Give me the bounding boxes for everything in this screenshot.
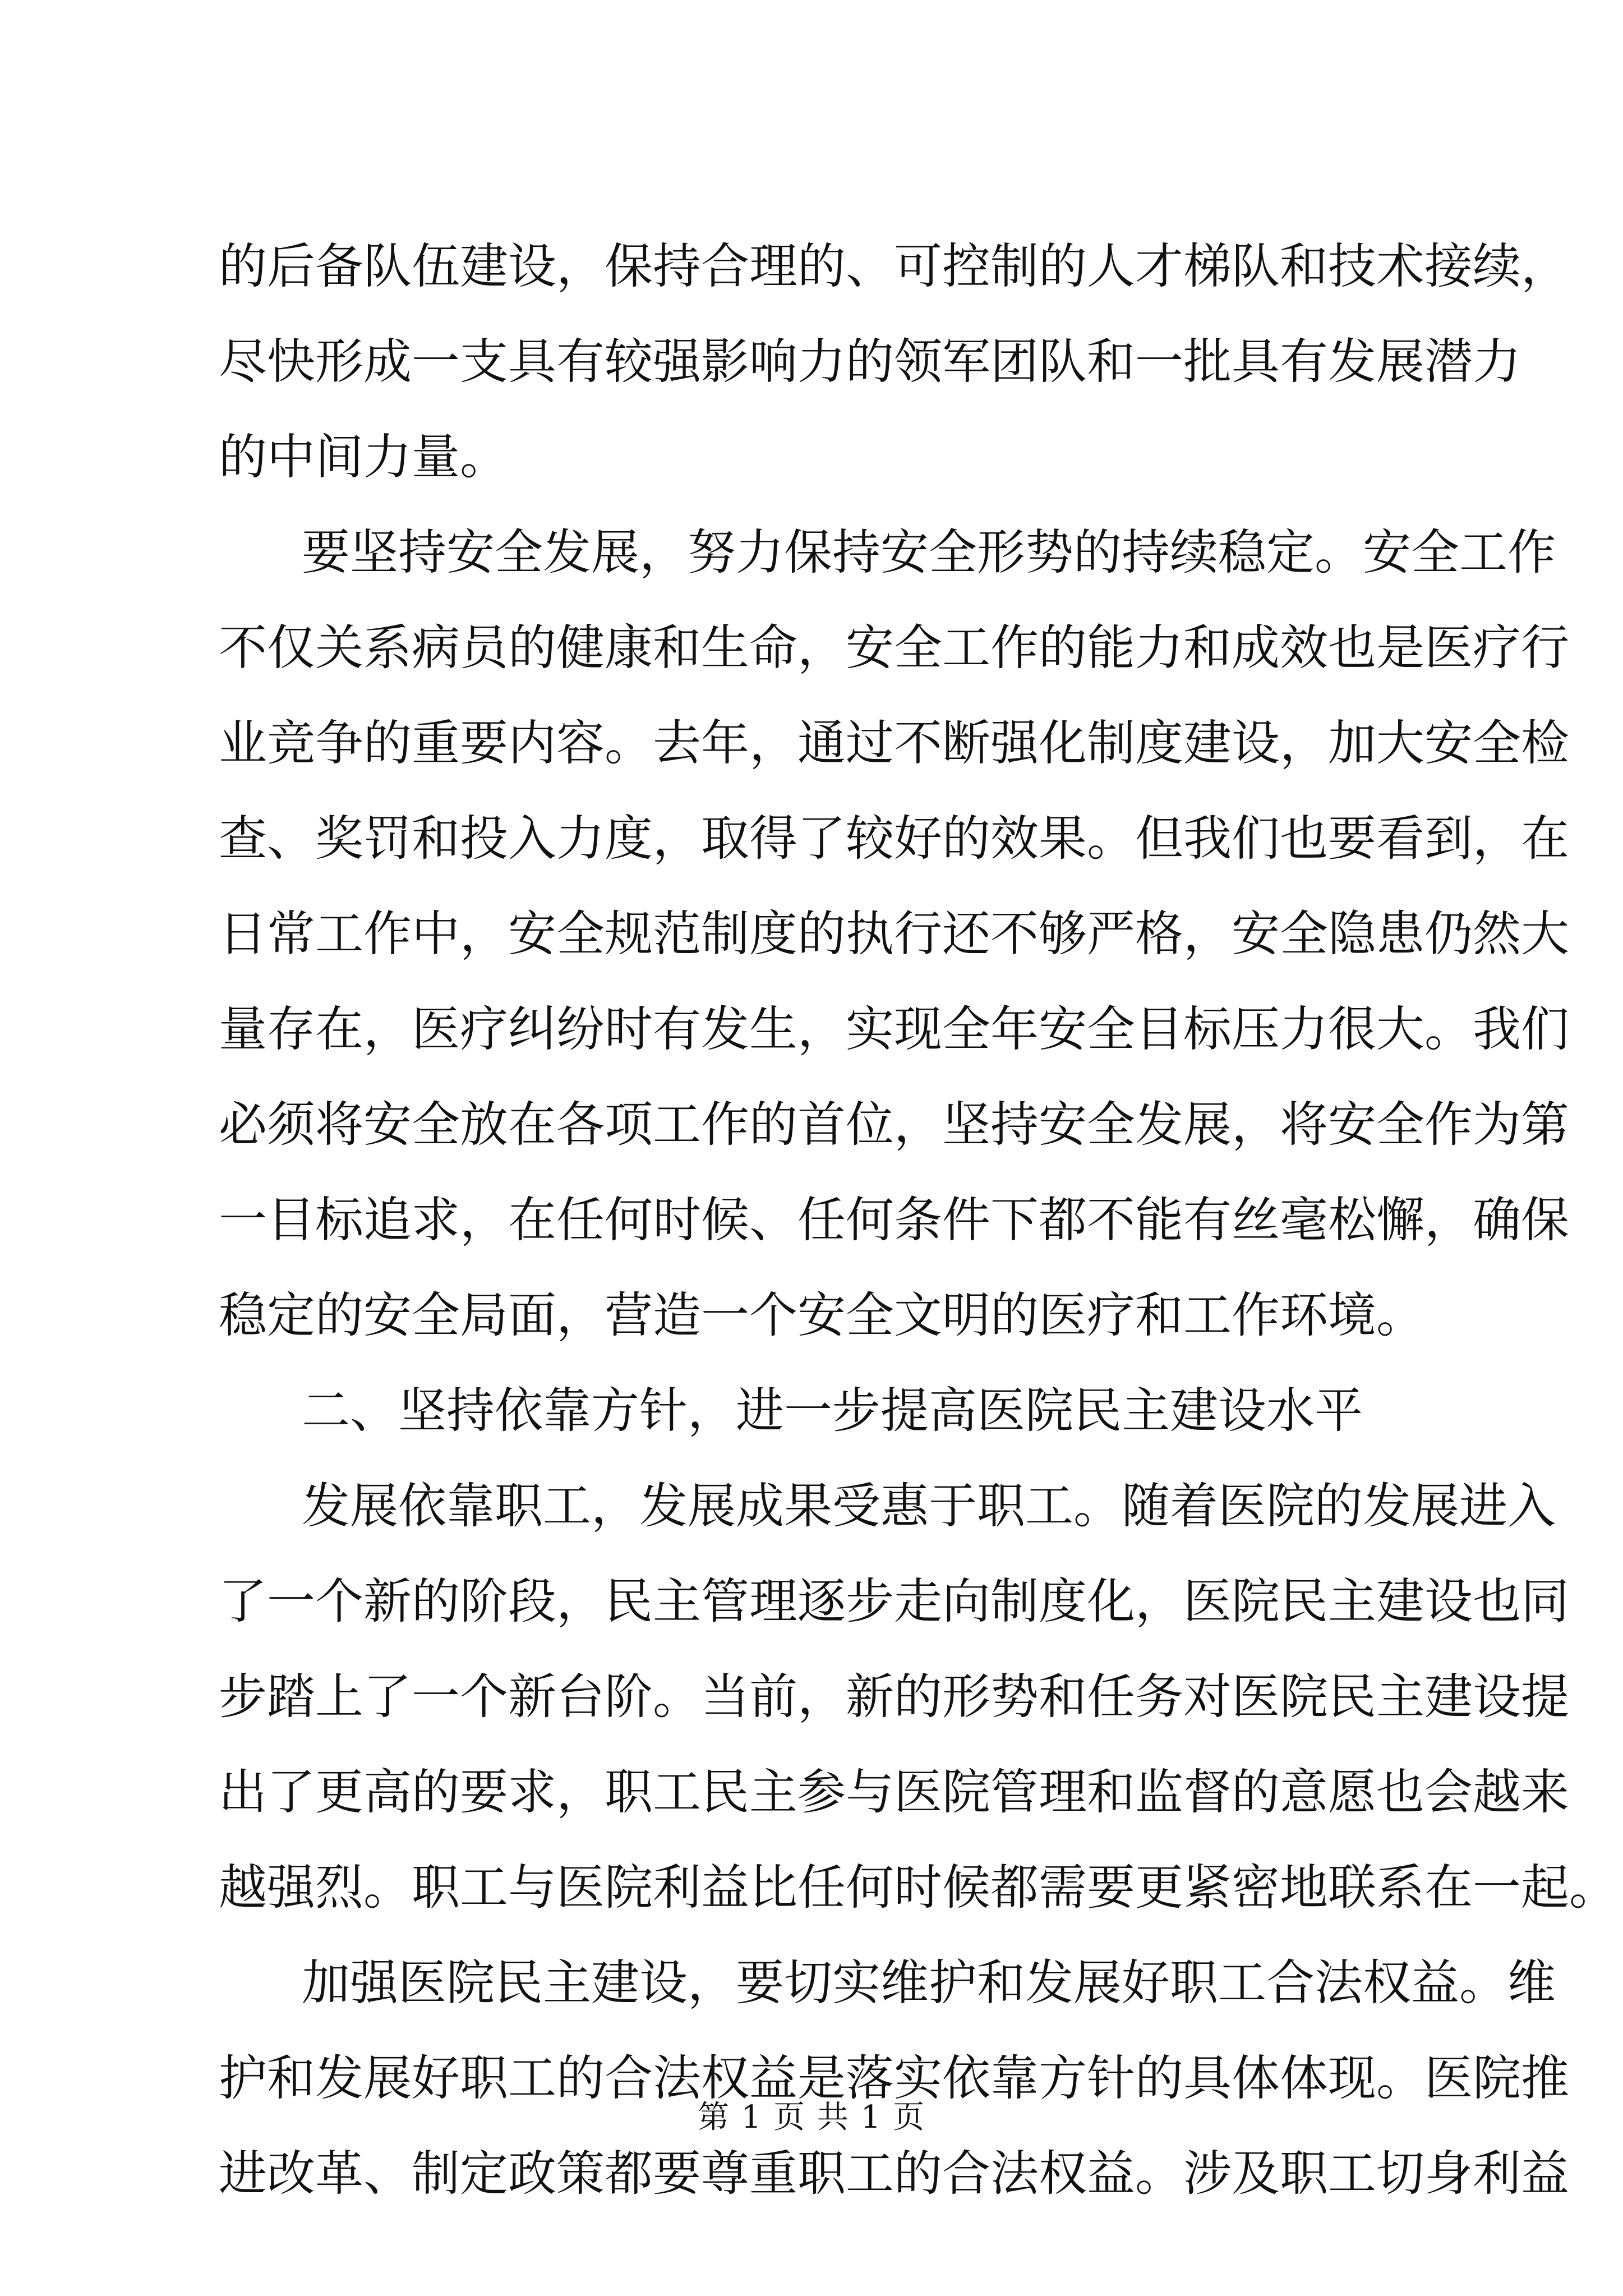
- page-footer: 第 1 页 共 1 页: [697, 2099, 926, 2136]
- text-line: 不仅关系病员的健康和生命，安全工作的能力和成效也是医疗行: [219, 620, 1569, 676]
- paragraph-first-line: 加强医院民主建设，要切实维护和发展好职工合法权益。维: [302, 1955, 1556, 2011]
- text-line: 的后备队伍建设，保持合理的、可控制的人才梯队和技术接续，: [219, 238, 1569, 295]
- text-line: 量存在，医疗纠纷时有发生，实现全年安全目标压力很大。我们: [219, 1001, 1569, 1057]
- text-line: 必须将安全放在各项工作的首位，坚持安全发展，将安全作为第: [219, 1097, 1569, 1153]
- text-line: 了一个新的阶段，民主管理逐步走向制度化，医院民主建设也同: [219, 1573, 1569, 1630]
- section-heading: 二、坚持依靠方针，进一步提高医院民主建设水平: [302, 1383, 1363, 1439]
- text-line: 稳定的安全局面，营造一个安全文明的医疗和工作环境。: [219, 1287, 1424, 1343]
- text-line: 查、奖罚和投入力度，取得了较好的效果。但我们也要看到，在: [219, 811, 1569, 867]
- text-line: 出了更高的要求，职工民主参与医院管理和监督的意愿也会越来: [219, 1764, 1569, 1820]
- text-line: 步踏上了一个新台阶。当前，新的形势和任务对医院民主建设提: [219, 1669, 1569, 1725]
- text-line: 尽快形成一支具有较强影响力的领军团队和一批具有发展潜力: [219, 334, 1521, 390]
- text-line: 进改革、制定政策都要尊重职工的合法权益。涉及职工切身利益: [219, 2146, 1569, 2202]
- paragraph-first-line: 要坚持安全发展，努力保持安全形势的持续稳定。安全工作: [302, 524, 1556, 581]
- document-body: [219, 219, 1617, 2221]
- text-line: 一目标追求，在任何时候、任何条件下都不能有丝毫松懈，确保: [219, 1192, 1569, 1248]
- paragraph-first-line: 发展依靠职工，发展成果受惠于职工。随着医院的发展进入: [302, 1478, 1556, 1534]
- text-line: 的中间力量。: [219, 429, 508, 485]
- text-line: 越强烈。职工与医院利益比任何时候都需要更紧密地联系在一起。: [219, 1860, 1617, 1916]
- text-line: 护和发展好职工的合法权益是落实依靠方针的具体体现。医院推: [219, 2050, 1569, 2106]
- text-line: 日常工作中，安全规范制度的执行还不够严格，安全隐患仍然大: [219, 906, 1569, 962]
- text-line: 业竞争的重要内容。去年，通过不断强化制度建设，加大安全检: [219, 715, 1569, 771]
